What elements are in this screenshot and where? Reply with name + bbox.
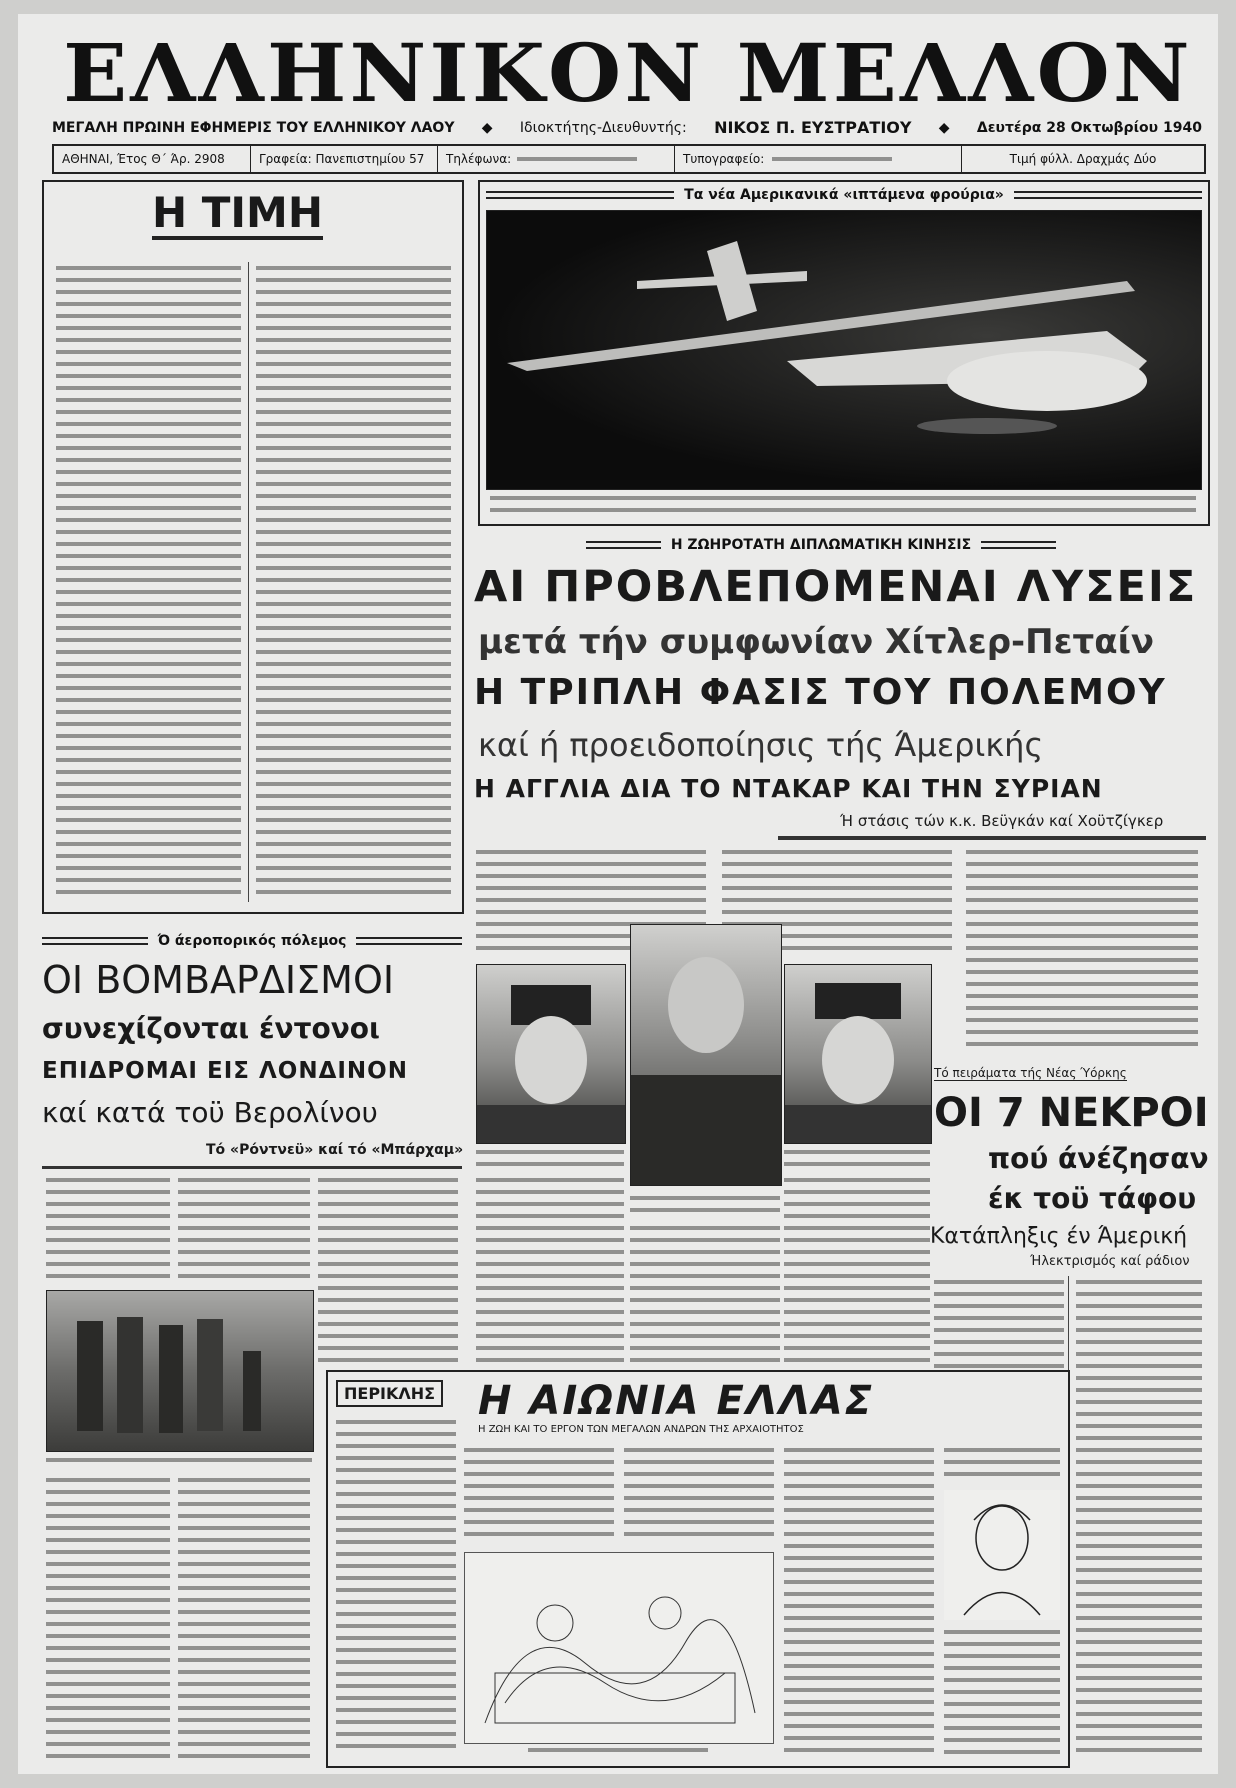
rule <box>586 541 661 549</box>
rule <box>356 937 462 945</box>
air-war-text-3 <box>318 1174 458 1364</box>
pericles-text-6 <box>944 1626 1060 1756</box>
air-war-text-4 <box>46 1474 170 1764</box>
new-york-deck: Ήλεκτρισμός καί ράδιον <box>1030 1254 1190 1269</box>
issue-number: ΑΘΗΝΑΙ, Έτος Θ΄ Άρ. 2908 <box>54 146 251 172</box>
pericles-box <box>326 1370 1070 1768</box>
rule <box>981 541 1056 549</box>
portrait-photo-3 <box>784 964 932 1144</box>
portrait-illustration <box>477 965 625 1143</box>
editorial-box <box>42 180 464 914</box>
editorial-column-1 <box>56 262 241 902</box>
diplomacy-text-5 <box>784 1174 930 1372</box>
rule <box>42 937 148 945</box>
masthead-subtitle: ΜΕΓΑΛΗ ΠΡΩΙΝΗ ΕΦΗΜΕΡΙΣ ΤΟΥ ΕΛΛΗΝΙΚΟΥ ΛΑΟΥ <box>52 119 455 136</box>
rule <box>486 191 674 199</box>
phones-label <box>438 146 675 172</box>
flying-boat-kicker: Τα νέα Αμερικανικά «ιπτάμενα φρούρια» <box>684 187 1004 203</box>
price: Τιμή φύλλ. Δραχμάς Δύο <box>1009 152 1157 166</box>
diplomacy-head-5: Η ΑΓΓΛΙΑ ΔΙΑ ΤΟ ΝΤΑΚΑΡ ΚΑΙ ΤΗΝ ΣΥΡΙΑΝ <box>474 774 1103 803</box>
diplomacy-head-3: Η ΤΡΙΠΛΗ ΦΑΣΙΣ ΤΟΥ ΠΟΛΕΜΟΥ <box>474 672 1167 713</box>
new-york-head-3: έκ τοϋ τάφου <box>988 1182 1197 1215</box>
portrait-illustration <box>785 965 931 1143</box>
air-war-text-2 <box>178 1174 310 1284</box>
masthead-subline <box>52 118 1202 137</box>
engraving-caption <box>528 1744 708 1758</box>
soldiers-photo <box>46 1290 314 1452</box>
soldiers-caption <box>46 1454 312 1468</box>
diplomacy-head-4: καί ή προειδοποίησις τής Άμερικής <box>478 726 1044 764</box>
diplomacy-text-6 <box>476 1174 624 1372</box>
pericles-label: ΠΕΡΙΚΛΗΣ <box>336 1380 443 1407</box>
phones-smallprint <box>517 153 637 165</box>
info-bar <box>52 144 1206 174</box>
diplomacy-head-1: ΑΙ ΠΡΟΒΛΕΠΟΜΕΝΑΙ ΛΥΣΕΙΣ <box>474 562 1198 612</box>
air-war-deck: Τό «Ρόντνεϋ» καί τό «Μπάρχαμ» <box>206 1142 464 1158</box>
portrait-caption-1 <box>476 1146 624 1166</box>
offices-address: Γραφεία: Πανεπιστημίου 57 <box>251 146 438 172</box>
diplomacy-kicker-line <box>586 536 1056 554</box>
diamond-icon: ◆ <box>481 119 493 136</box>
bust-illustration <box>944 1490 1060 1620</box>
eros-bust <box>944 1490 1060 1620</box>
diamond-icon: ◆ <box>938 119 950 136</box>
editorial-column-2 <box>256 262 451 902</box>
new-york-text-2 <box>1076 1276 1202 1756</box>
pericles-text-3 <box>624 1444 774 1544</box>
masthead-title: ΕΛΛΗΝΙΚΟΝ ΜΕΛΛΟΝ <box>63 26 1193 120</box>
pericles-engraving <box>464 1552 774 1744</box>
diplomacy-kicker: Η ΖΩΗΡΟΤΑΤΗ ΔΙΠΛΩΜΑΤΙΚΗ ΚΙΝΗΣΙΣ <box>670 537 972 553</box>
issue-date: Δευτέρα 28 Οκτωβρίου 1940 <box>976 119 1202 136</box>
new-york-text-1 <box>934 1276 1064 1372</box>
new-york-head-1: ΟΙ 7 ΝΕΚΡΟΙ <box>934 1090 1209 1136</box>
portrait-caption-3 <box>784 1146 930 1166</box>
air-war-kicker: Ό άεροπορικός πόλεμος <box>157 933 347 949</box>
flying-boat-illustration <box>487 211 1201 489</box>
owner-label: Ιδιοκτήτης-Διευθυντής: <box>519 119 687 136</box>
portrait-photo-2 <box>630 924 782 1186</box>
new-york-head-2: πού άνέζησαν <box>988 1142 1209 1175</box>
diplomacy-text-3 <box>966 846 1198 1054</box>
pericles-text-2 <box>464 1444 614 1544</box>
phones-text: Τηλέφωνα: <box>446 152 512 166</box>
rule <box>1014 191 1202 199</box>
air-war-text-1 <box>46 1174 170 1284</box>
air-war-head-1: ΟΙ ΒΟΜΒΑΡΔΙΣΜΟΙ <box>42 958 395 1002</box>
pericles-text-1 <box>336 1416 456 1756</box>
rule <box>42 1166 462 1169</box>
flying-boat-box <box>478 180 1210 526</box>
editorial-title: Η ΤΙΜΗ <box>152 190 323 240</box>
diplomacy-head-2: μετά τήν συμφωνίαν Χίτλερ-Πεταίν <box>478 622 1154 662</box>
printing-text: Τυπογραφείο: <box>683 152 765 166</box>
pericles-banner: Η ΑΙΩΝΙΑ ΕΛΛΑΣ <box>478 1378 875 1424</box>
air-war-head-3: ΕΠΙΔΡΟΜΑΙ ΕΙΣ ΛΟΝΔΙΝΟΝ <box>42 1058 408 1084</box>
flying-boat-caption <box>490 492 1196 516</box>
new-york-kicker: Τό πειράματα τής Νέας Ύόρκης <box>934 1066 1127 1080</box>
air-war-text-5 <box>178 1474 310 1764</box>
soldiers-illustration <box>47 1291 313 1451</box>
newspaper-page <box>18 14 1218 1774</box>
pericles-text-4 <box>784 1444 934 1760</box>
new-york-head-4: Κατάπληξις έν Άμερική <box>930 1224 1188 1249</box>
printing-smallprint <box>772 153 892 165</box>
diplomacy-text-4 <box>630 1222 780 1372</box>
engraving-illustration <box>465 1553 773 1743</box>
portrait-caption-2 <box>630 1192 780 1212</box>
flying-boat-photo <box>486 210 1202 490</box>
printing-label <box>675 146 962 172</box>
flying-boat-kicker-line <box>486 186 1202 204</box>
column-rule <box>248 262 249 902</box>
portrait-illustration <box>631 925 781 1185</box>
air-war-head-4: καί κατά τοϋ Βερολίνου <box>42 1096 378 1129</box>
owner-name: ΝΙΚΟΣ Π. ΕΥΣΤΡΑΤΙΟΥ <box>714 118 912 137</box>
pericles-subbanner: Η ΖΩΗ ΚΑΙ ΤΟ ΕΡΓΟΝ ΤΩΝ ΜΕΓΑΛΩΝ ΑΝΔΡΩΝ ΤΗΣ ΑΡΧΑΙΟΤΗΤΟΣ <box>478 1424 804 1435</box>
rule <box>778 836 1206 840</box>
air-war-head-2: συνεχίζονται έντονοι <box>42 1012 380 1045</box>
pericles-text-5 <box>944 1444 1060 1484</box>
diplomacy-deck: Ή στάσις τών κ.κ. Βεϋγκάν καί Χοϋτζίγκερ <box>840 812 1164 830</box>
air-war-kicker-line <box>42 932 462 950</box>
portrait-photo-1 <box>476 964 626 1144</box>
